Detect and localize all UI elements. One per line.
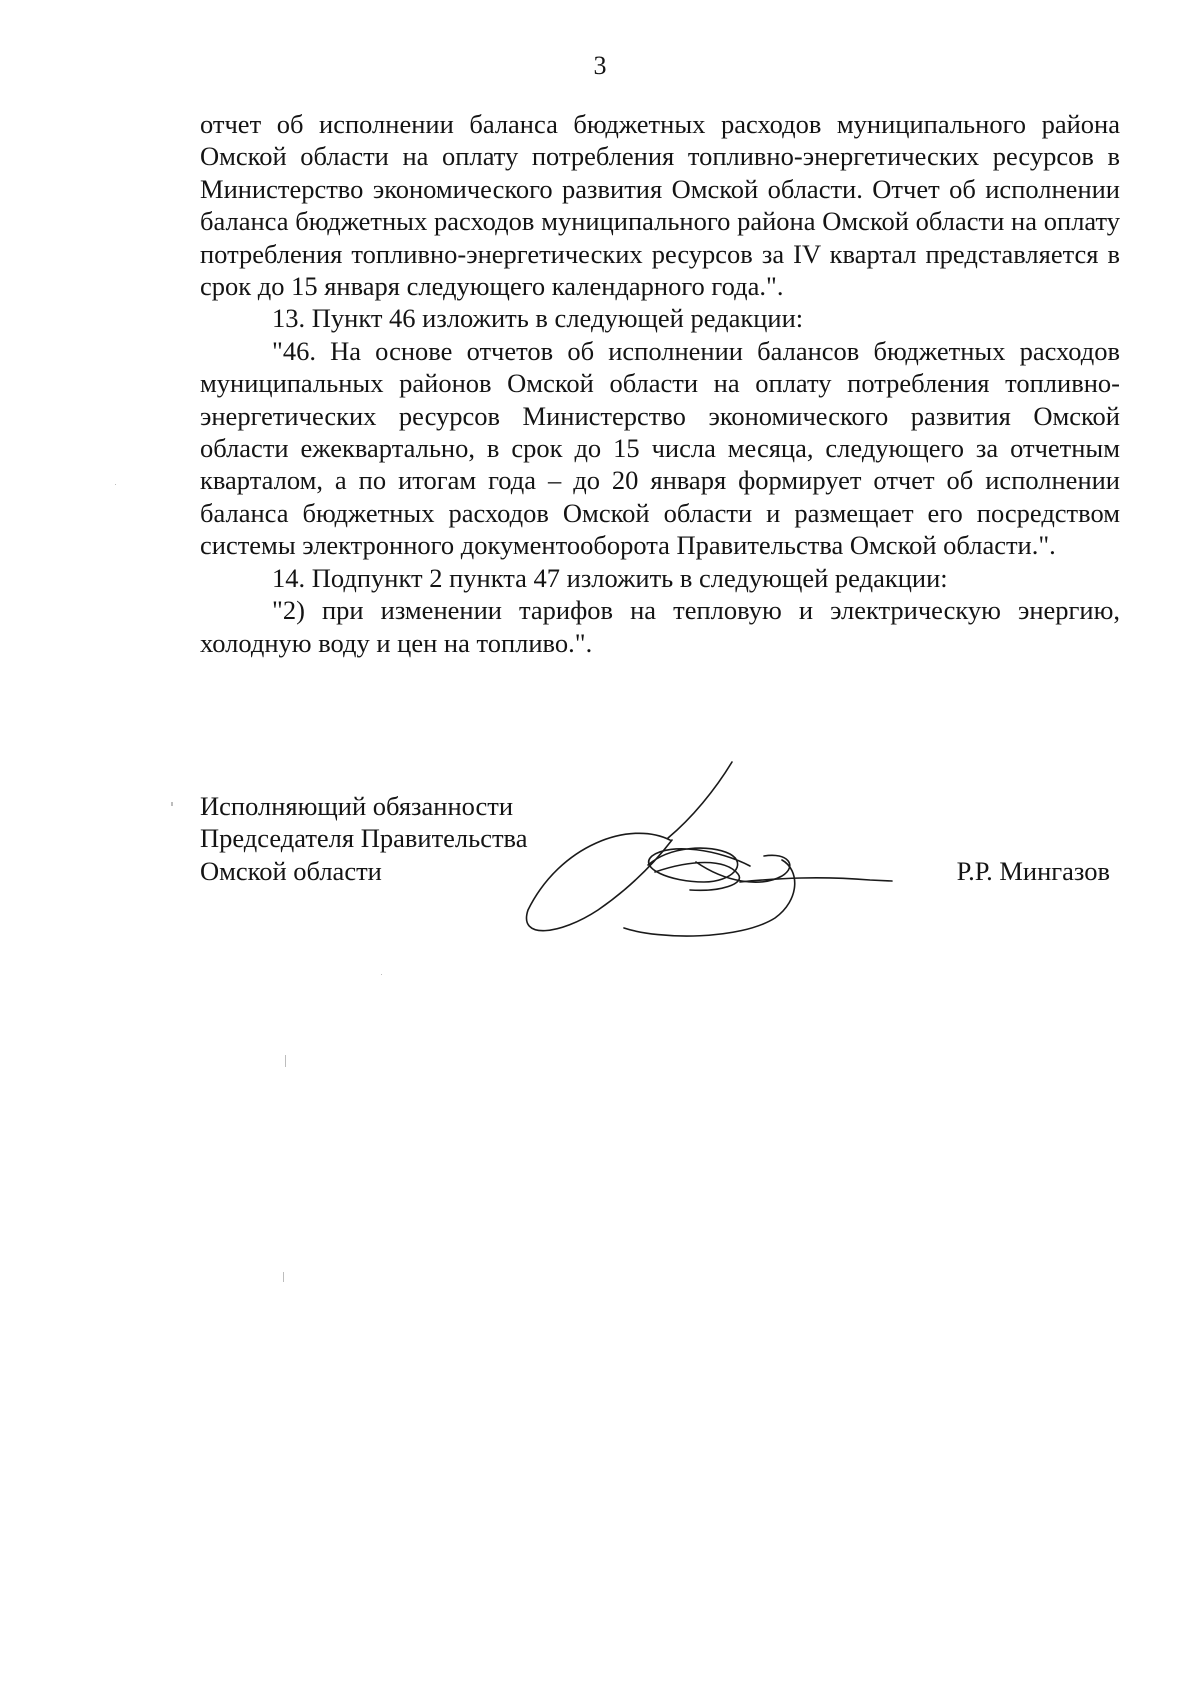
scan-speck [381, 974, 382, 975]
page-number: 3 [593, 51, 607, 80]
scan-speck [283, 1272, 284, 1282]
handwritten-signature [520, 750, 940, 950]
signer-title-line: Председателя Правительства [200, 823, 528, 854]
signer-title [200, 790, 528, 887]
paragraph-item-14: 14. Подпункт 2 пункта 47 изложить в следующей редакции: [272, 562, 948, 593]
signature-block [200, 790, 1120, 960]
document-body [200, 108, 1120, 659]
paragraph-item-46: "46. На основе отчетов об исполнении балансов бюджетных расходов муниципальных районов Омской области на оплату потребления топливно-энергетических ресурсов Министерство экономического развития Омской области ежеквартально, в срок до 15 числа месяца, следующего за отчетным кварталом, а по итогам года – до 20 января формирует отчет об исполнении баланса бюджетных расходов Омской области и размещает его посредством системы электронного документооборота Правительства Омской области.". [200, 335, 1120, 561]
signer-title-line: Омской области [200, 855, 382, 886]
paragraph-balance-report: отчет об исполнении баланса бюджетных расходов муниципального района Омской области на оплату потребления топливно-энергетических ресурсов в Министерство экономического развития Омской области. Отчет об исполнении баланса бюджетных расходов муниципального района Омской области на оплату потребления топливно-энергетических ресурсов за IV квартал представляется в срок до 15 января следующего календарного года.". [200, 109, 1120, 302]
paragraph-subitem-2: "2) при изменении тарифов на тепловую и электрическую энергию, холодную воду и цен на топливо.". [200, 595, 1120, 658]
scan-speck [285, 1055, 286, 1067]
scan-speck [115, 484, 116, 485]
signer-name: Р.Р. Мингазов [956, 855, 1110, 886]
paragraph-item-13: 13. Пункт 46 изложить в следующей редакции: [272, 303, 804, 334]
signer-title-line: Исполняющий обязанности [200, 791, 514, 821]
scan-speck [171, 802, 173, 806]
